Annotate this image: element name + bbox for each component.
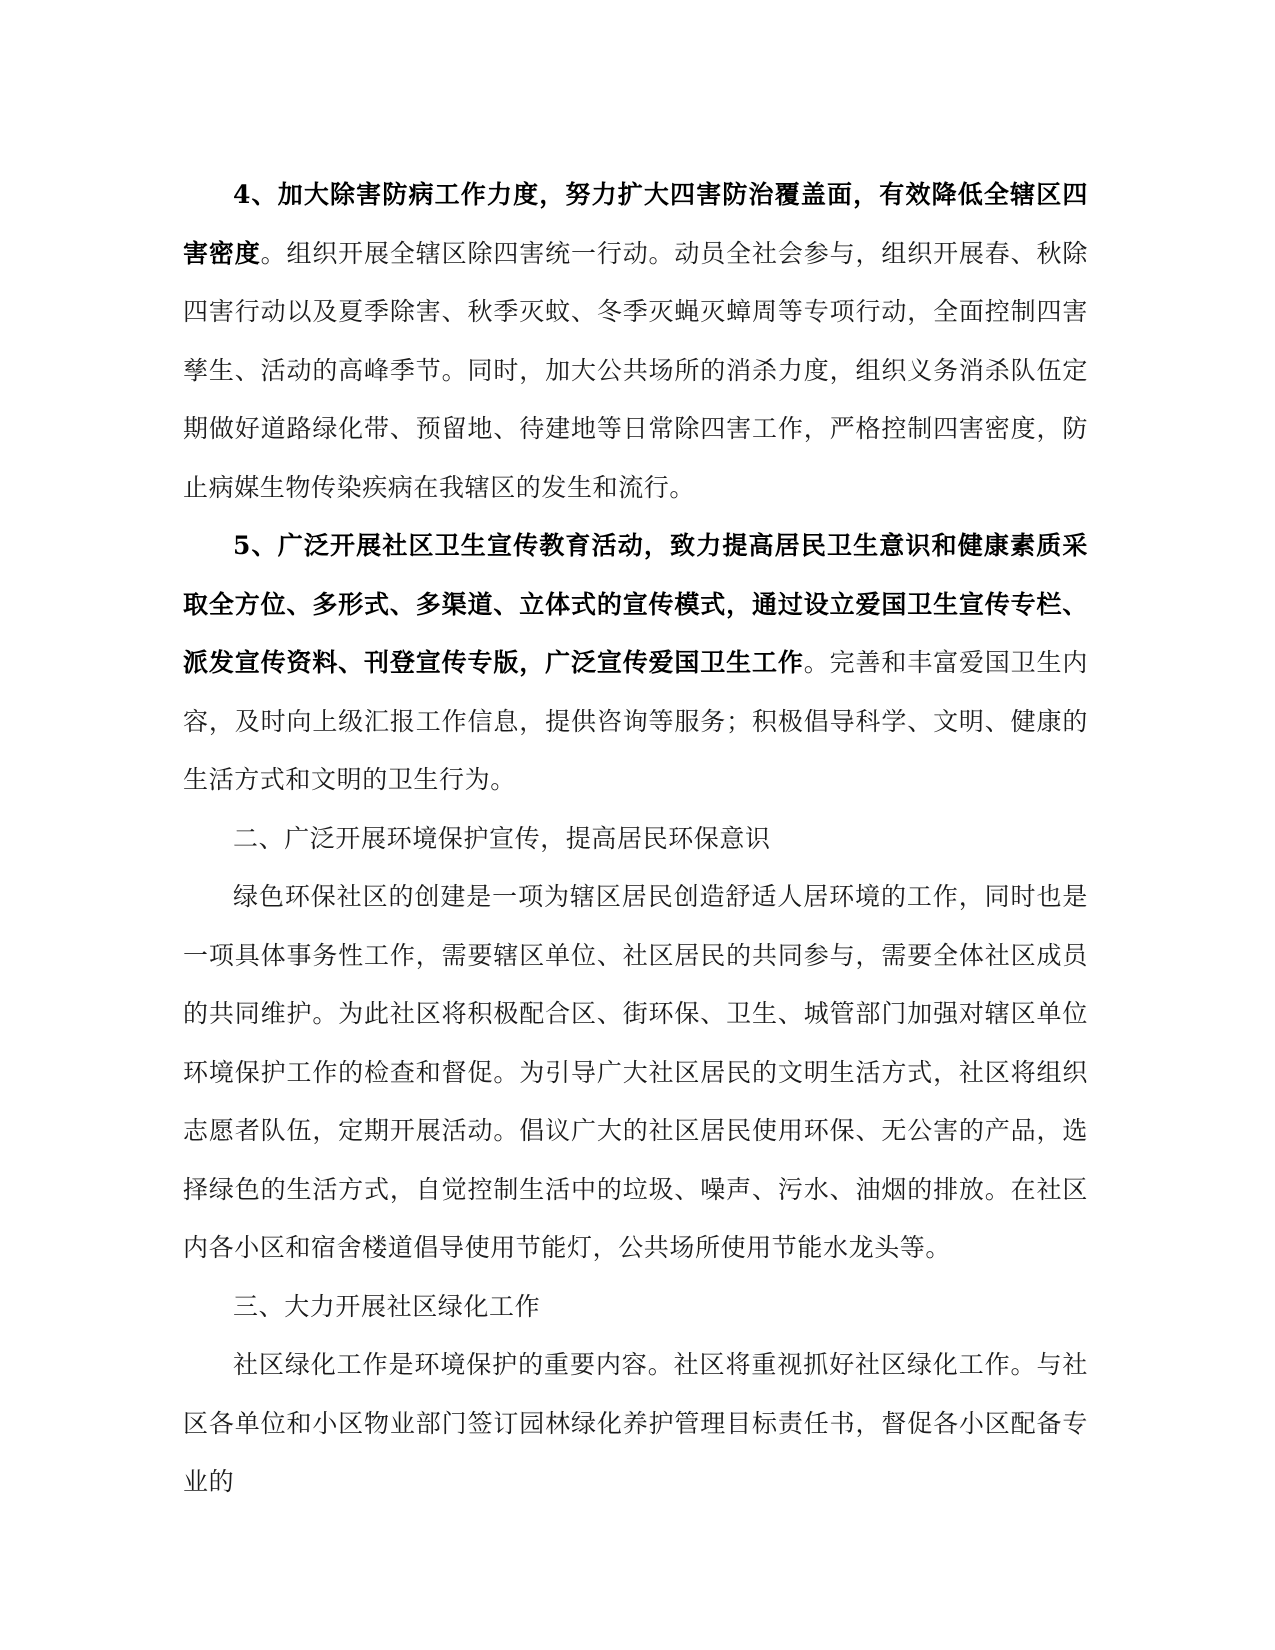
paragraph-item-4-lead: 4、加大除害防病工作力度，努力扩大四害防治覆盖面，有效降低全辖区四害密度 — [183, 180, 1088, 268]
paragraph-item-5-body: 。完善和丰富爱国卫生内容，及时向上级汇报工作信息，提供咨询等服务；积极倡导科学、文明、健康的生活方式和文明的卫生行为。 — [183, 648, 1088, 794]
paragraph-item-4-body: 。组织开展全辖区除四害统一行动。动员全社会参与，组织开展春、秋除四害行动以及夏季除害、秋季灭蚊、冬季灭蝇灭蟑周等专项行动，全面控制四害孳生、活动的高峰季节。同时，加大公共场所的消杀力度，组织义务消杀队伍定期做好道路绿化带、预留地、待建地等日常除四害工作，严格控制四害密度，防止病媒生物传染疾病在我辖区的发生和流行。 — [183, 238, 1088, 502]
paragraph-item-5 — [183, 517, 1088, 810]
paragraph-item-4 — [183, 166, 1088, 517]
paragraph-item-5-lead: 5、广泛开展社区卫生宣传教育活动，致力提高居民卫生意识和健康素质采取全方位、多形式、多渠道、立体式的宣传模式，通过设立爱国卫生宣传专栏、派发宣传资料、刊登宣传专版，广泛宣传爱国卫生工作 — [183, 531, 1088, 677]
section-2-heading: 二、广泛开展环境保护宣传，提高居民环保意识 — [233, 823, 771, 853]
section-2-body: 绿色环保社区的创建是一项为辖区居民创造舒适人居环境的工作，同时也是一项具体事务性工作，需要辖区单位、社区居民的共同参与，需要全体社区成员的共同维护。为此社区将积极配合区、街环保、卫生、城管部门加强对辖区单位环境保护工作的检查和督促。为引导广大社区居民的文明生活方式，社区将组织志愿者队伍，定期开展活动。倡议广大的社区居民使用环保、无公害的产品，选择绿色的生活方式，自觉控制生活中的垃圾、噪声、污水、油烟的排放。在社区内各小区和宿舍楼道倡导使用节能灯，公共场所使用节能水龙头等。 — [183, 882, 1088, 1262]
section-3-heading: 三、大力开展社区绿化工作 — [233, 1291, 541, 1321]
document-page — [183, 166, 1088, 1512]
section-3-body: 社区绿化工作是环境保护的重要内容。社区将重视抓好社区绿化工作。与社区各单位和小区物业部门签订园林绿化养护管理目标责任书，督促各小区配备专业的 — [183, 1350, 1088, 1496]
